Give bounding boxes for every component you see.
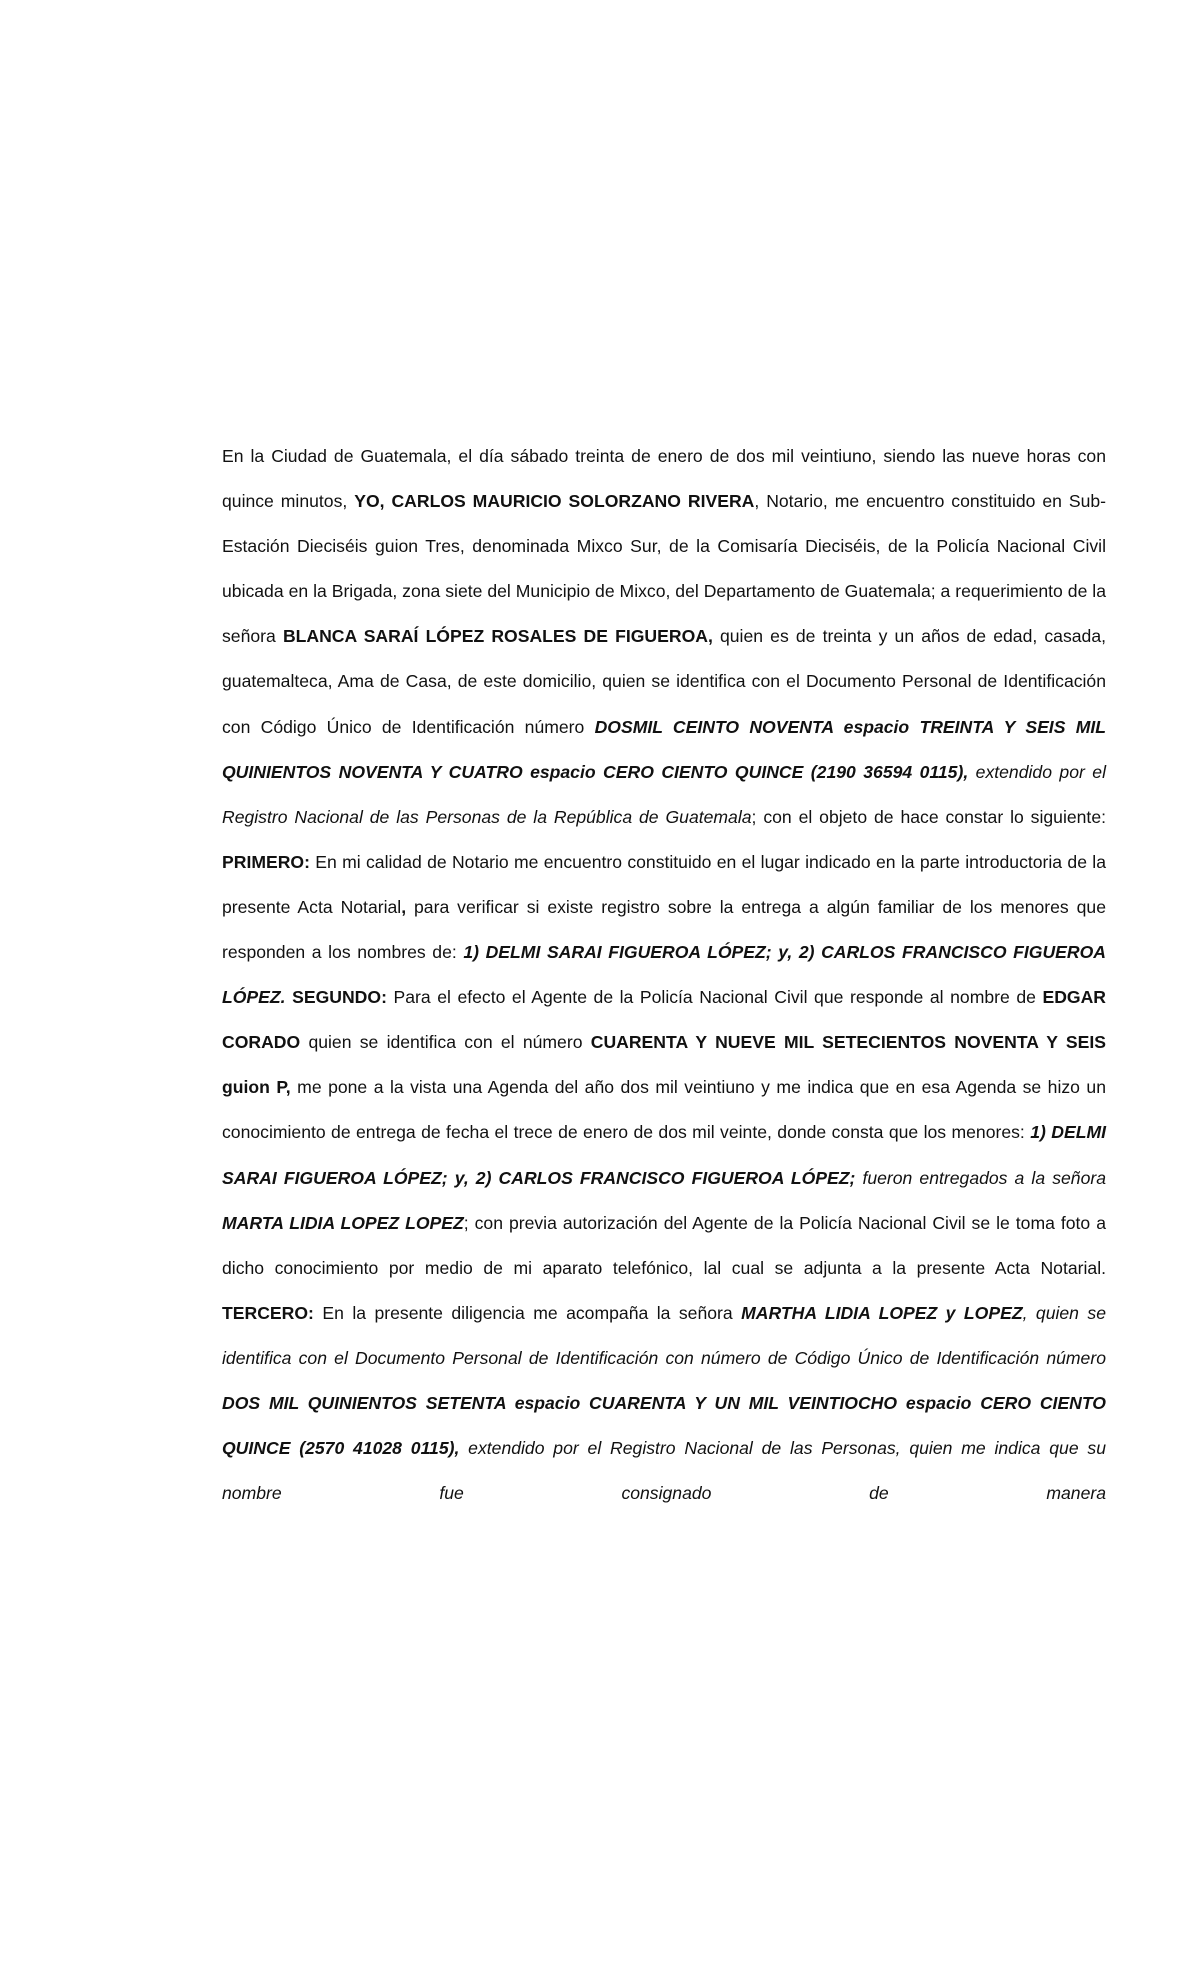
agent-name: EDGAR CORADO [222, 987, 1107, 1053]
text-segment: extendido por el Registro Nacional de las Personas, quien me indica que su nombre fue consignado de manera [222, 1438, 1106, 1504]
companion-name: MARTHA LIDIA LOPEZ y LOPEZ [741, 1302, 1023, 1323]
clause-heading-primero: PRIMERO: [222, 851, 310, 872]
requester-name: BLANCA SARAÍ LÓPEZ ROSALES DE FIGUEROA, [282, 626, 713, 647]
text-segment: quien se identifica con el número [300, 1032, 591, 1053]
text-segment: me pone a la vista una Agenda del año dos mil veintiuno y me indica que en esa Agenda se hizo un conocimiento de entrega de fecha el trece de enero de dos mil veinte, donde consta que los menores: [222, 1077, 1106, 1143]
text-segment: , Notario, me encuentro constituido en Sub-Estación Dieciséis guion Tres, denominada Mixco Sur, de la Comisaría Dieciséis, de la Policía Nacional Civil ubicada en la Brigada, zona siete del Municipio de Mixco, del Departamento de Guatemala; a requerimiento de la señora [222, 491, 1107, 647]
text-segment: En mi calidad de Notario me encuentro constituido en el lugar indicado en la parte introductoria de la presente Acta Notarial [222, 851, 1106, 917]
notary-name: YO, CARLOS MAURICIO SOLORZANO RIVERA [354, 491, 755, 512]
clause-heading-tercero: TERCERO: [222, 1302, 314, 1323]
text-segment: extendido por el Registro Nacional de las Personas de la República de Guatemala [222, 761, 1106, 827]
clause-heading-segundo: SEGUNDO: [292, 987, 387, 1008]
companion-id-number: DOS MIL QUINIENTOS SETENTA espacio CUARENTA Y UN MIL VEINTIOCHO espacio CERO CIENTO QUINCE (2570 41028 0115), [222, 1392, 1106, 1459]
minors-names: 1) DELMI SARAI FIGUEROA LÓPEZ; y, 2) CARLOS FRANCISCO FIGUEROA LÓPEZ; [222, 1122, 1106, 1188]
text-segment: En la presente diligencia me acompaña la señora [313, 1302, 742, 1323]
text-segment: ; con previa autorización del Agente de la Policía Nacional Civil se le toma foto a dicho conocimiento por medio de mi aparato telefónico, lal cual se adjunta a la presente Acta Notarial. [222, 1212, 1106, 1278]
text-segment: ; con el objeto de hace constar lo siguiente: [751, 806, 1106, 827]
text-segment: para verificar si existe registro sobre la entrega a algún familiar de los menores que responden a los nombres de: [222, 896, 1106, 963]
notarial-act-paragraph [222, 434, 1106, 1516]
minors-names: 1) DELMI SARAI FIGUEROA LÓPEZ; y, 2) CARLOS FRANCISCO FIGUEROA LÓPEZ. [222, 942, 1106, 1008]
text-segment: quien es de treinta y un años de edad, casada, guatemalteca, Ama de Casa, de este domicilio, quien se identifica con el Documento Personal de Identificación con Código Único de Identificación número [222, 626, 1106, 737]
text-segment: , quien se identifica con el Documento Personal de Identificación con número de Código Único de Identificación número [222, 1302, 1107, 1368]
agent-id-number: CUARENTA Y NUEVE MIL SETECIENTOS NOVENTA Y SEIS guion P, [222, 1032, 1107, 1098]
text-segment: En la Ciudad de Guatemala, el día sábado treinta de enero de dos mil veintiuno, siendo las nueve horas con quince minutos, [222, 446, 1106, 512]
text-segment: , [401, 896, 407, 917]
text-segment: fueron entregados a la señora [855, 1167, 1106, 1188]
text-segment: Para el efecto el Agente de la Policía Nacional Civil que responde al nombre de [386, 987, 1043, 1008]
requester-id-number: DOSMIL CEINTO NOVENTA espacio TREINTA Y SEIS MIL QUINIENTOS NOVENTA Y CUATRO espacio CERO CIENTO QUINCE (2190 36594 0115), [222, 716, 1106, 782]
recipient-name: MARTA LIDIA LOPEZ LOPEZ [222, 1212, 464, 1233]
